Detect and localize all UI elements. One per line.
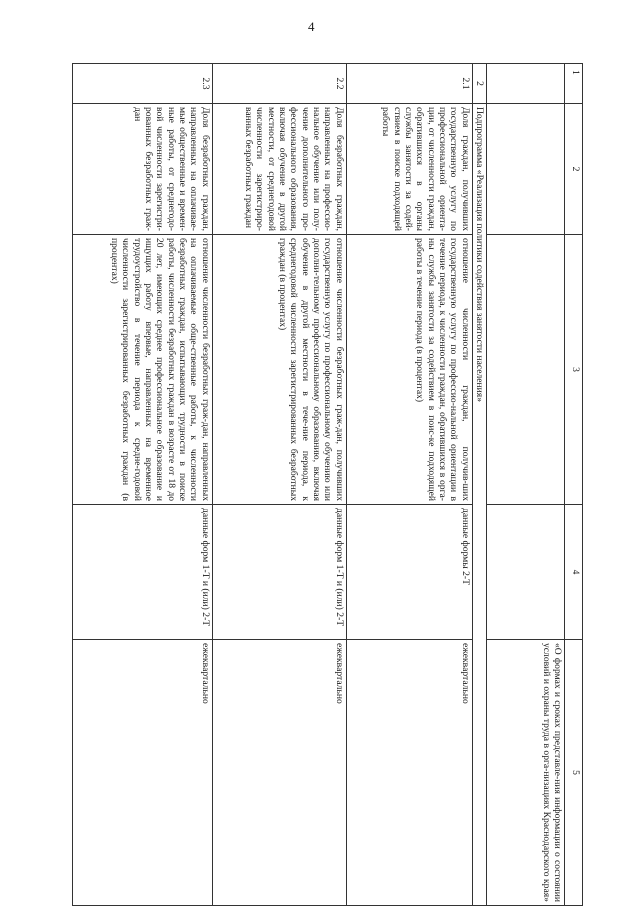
row-number: 2.3 bbox=[72, 64, 212, 104]
method-cell: отношение численности безработных граж-дан, направленных на оплачиваемые обще-ственные работы, к численности безработных граждан, испытывающих трудности в поиске работы, численности безработных граждан в возрасте от 18 до 20 лет, имеющих среднее профессиональное образование и ищущих работу впервые, направленных на временное трудоустройство в течение периода к средне-годовой численности зарегистрированных безработных граждан (в процентах) bbox=[72, 235, 212, 505]
indicator-cell: Доля безработных граждан, направленных на профессио-нальное обучение или полу-чение дополнительного про-фессионального образования, включая обучение в другой местности, от среднегодовой численности зарегистриро-ванных безработных граждан bbox=[212, 104, 346, 235]
row-number: 2.2 bbox=[212, 64, 346, 104]
method-cell: отношение численности безработных граж-дан, получивших государственную услугу по профессиональному обучению или дополни-тельному профессиональному образованию, включая обучение в другой местности в тече-ние периода, к среднегодовой численности зарегистрированных безработных граждан (в процентах) bbox=[212, 235, 346, 505]
indicator-cell: Доля граждан, получивших государственную услугу по профессиональной ориента-ции, от численности граждан, обратившихся в органы службы занятости за содей-ствием в поиске подходящей работы bbox=[346, 104, 472, 235]
frequency-cell: ежеквартально bbox=[346, 640, 472, 906]
carryover-row bbox=[487, 64, 565, 906]
source-cell: данные форм 1-Т и (или) 2-Т bbox=[212, 505, 346, 640]
source-cell: данные формы 2-Т bbox=[346, 505, 472, 640]
header-col-4: 4 bbox=[565, 505, 583, 640]
section-row bbox=[472, 64, 486, 906]
frequency-cell: ежеквартально bbox=[212, 640, 346, 906]
carryover-source: «О формах и сроках представле-ния информации о состоянии условий и охраны труда в орга-низациях Краснодарского края» bbox=[487, 640, 565, 906]
method-cell: отношение численности граждан, получив-ших государственную услугу по профессио-нальной ориентации в течение периода, к численности граждан, обратившихся в орга-ны службы занятости за содействием в поис-ке подходящей работы в течение периода (в процентах) bbox=[346, 235, 472, 505]
header-row bbox=[565, 64, 583, 906]
header-col-2: 2 bbox=[565, 104, 583, 235]
section-title: Подпрограмма «Реализация политики содействия занятости населения» bbox=[472, 104, 486, 906]
indicators-table bbox=[72, 63, 583, 906]
table-row bbox=[72, 64, 212, 906]
row-number: 2.1 bbox=[346, 64, 472, 104]
rotated-table-container bbox=[103, 63, 583, 905]
indicator-cell: Доля безработных граждан, направленных на оплачивае-мые общественные и времен-ные работы, от среднегодо-вой численности зарегистри-рованных безработных граж-дан bbox=[72, 104, 212, 235]
header-col-1: 1 bbox=[565, 64, 583, 104]
table-row bbox=[212, 64, 346, 906]
section-number: 2 bbox=[472, 64, 486, 104]
frequency-cell: ежеквартально bbox=[72, 640, 212, 906]
source-cell: данные форм 1-Т и (или) 2-Т bbox=[72, 505, 212, 640]
page-number: 4 bbox=[308, 19, 315, 34]
table-row bbox=[346, 64, 472, 906]
header-col-5: 5 bbox=[565, 640, 583, 906]
header-col-3: 3 bbox=[565, 235, 583, 505]
